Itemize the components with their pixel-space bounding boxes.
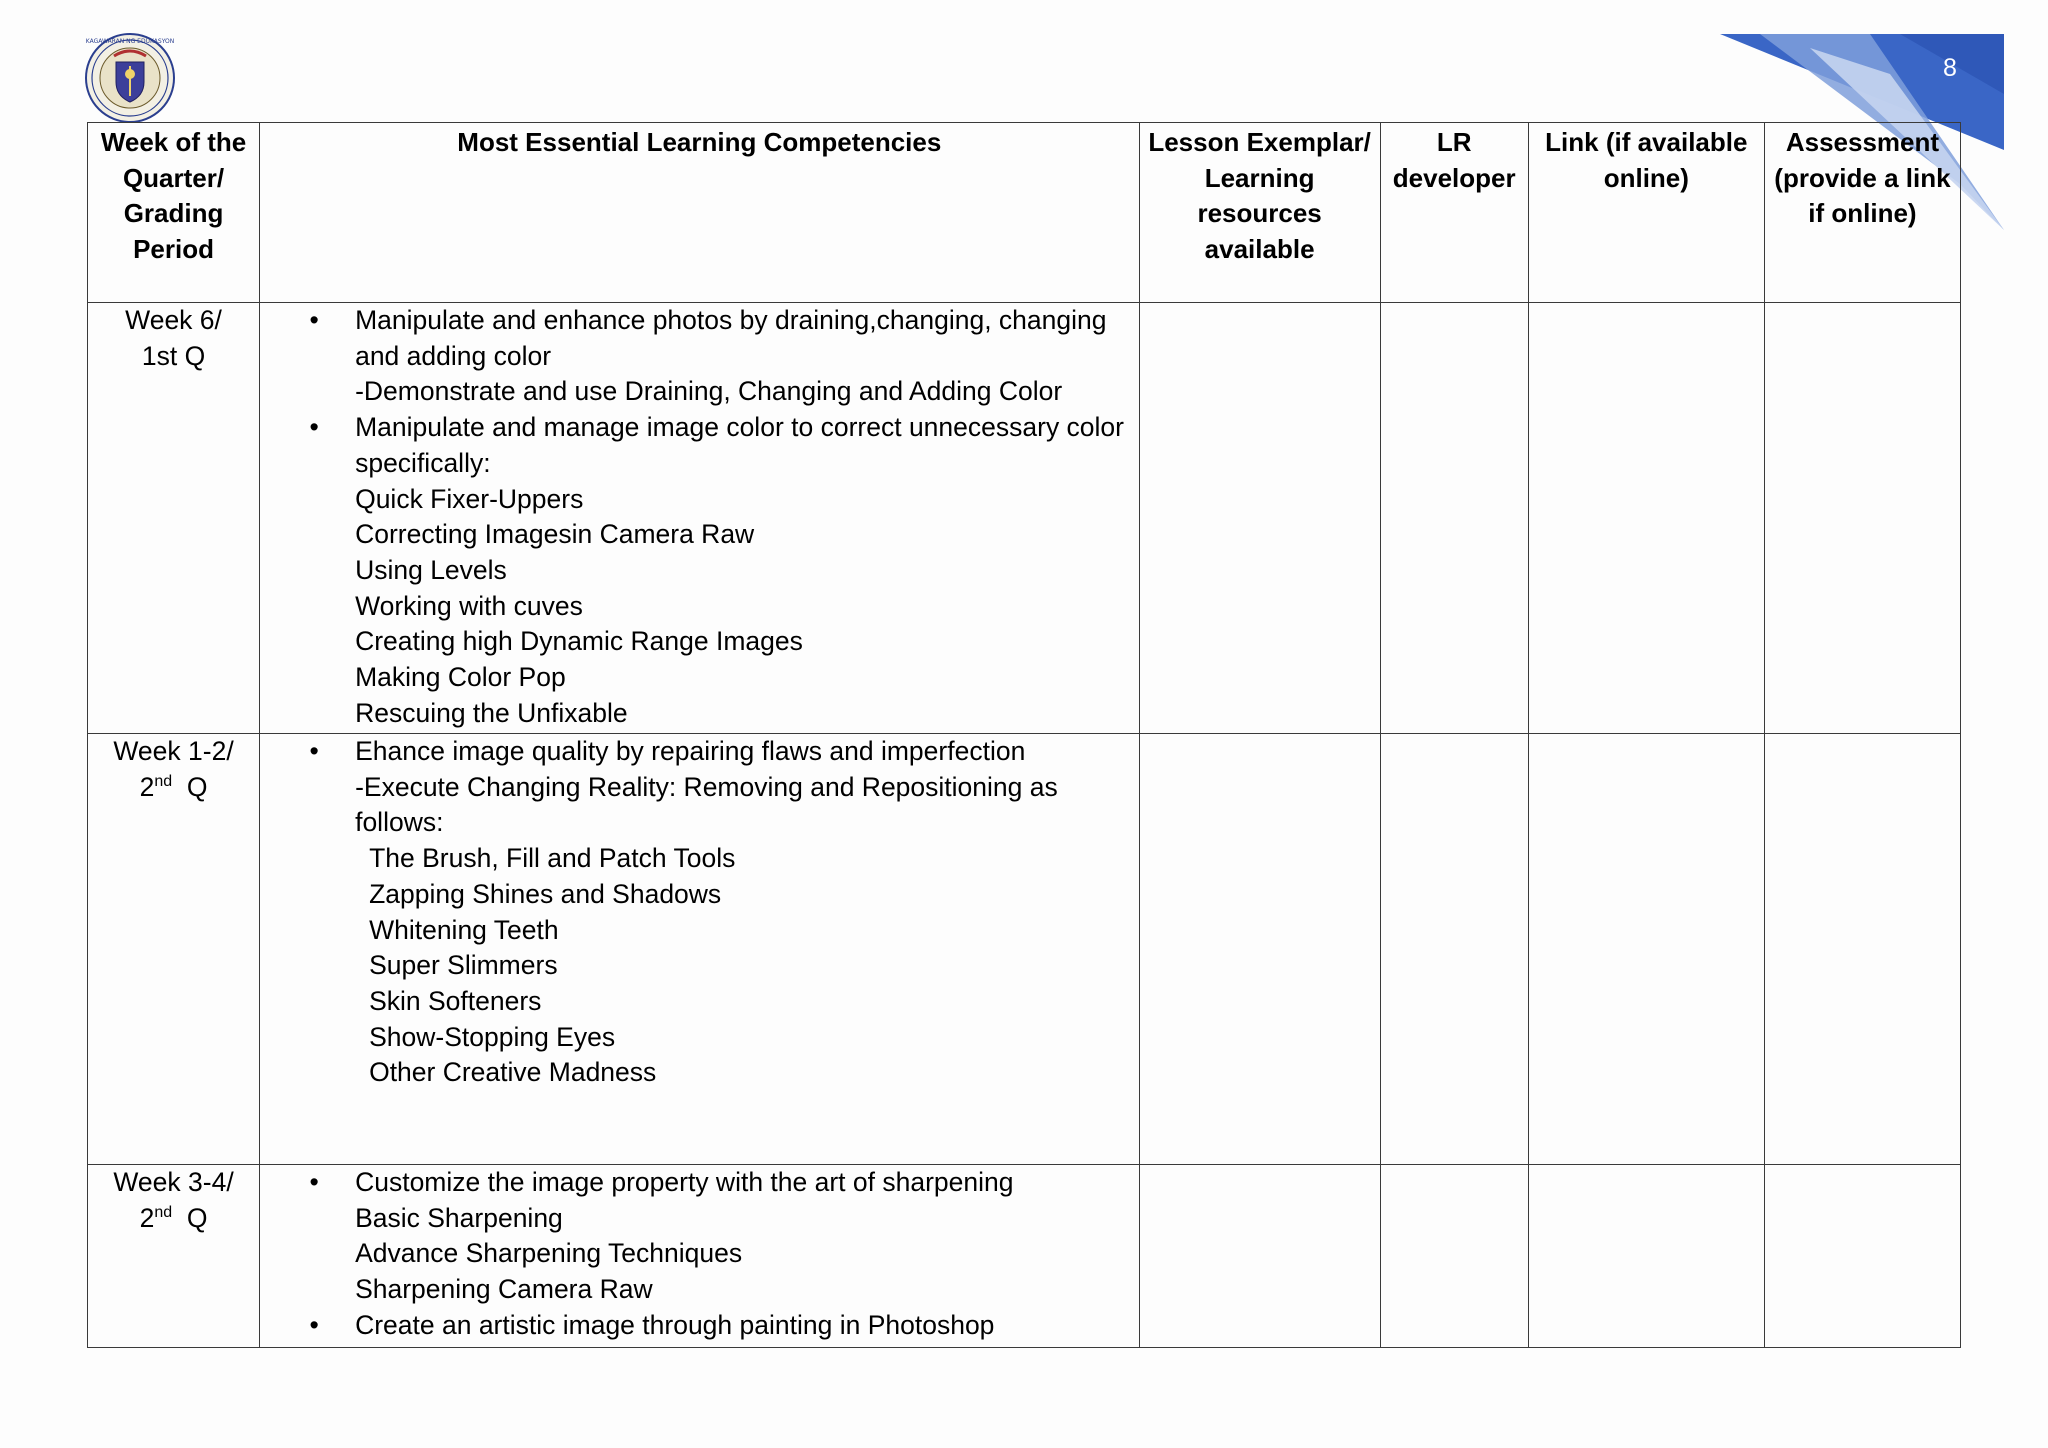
link-cell: [1528, 303, 1764, 734]
bullet-icon: •: [309, 1167, 319, 1197]
header-assessment: Assessment (provide a link if online): [1764, 123, 1960, 303]
table-row: [88, 303, 1961, 734]
list-item: • Customize the image property with the art of sharpening Basic Sharpening Advance Sharpening Techniques Sharpening Camera Raw: [309, 1167, 1014, 1305]
competency-table: [87, 122, 1961, 1348]
lr-developer-cell: [1380, 303, 1528, 734]
list-item: • Ehance image quality by repairing flaws and imperfection -Execute Changing Reality: Removing and Repositioning as follows: The Brush, Fill and Patch Tools Zapping Shines and Shadows Whitening Teeth Super Slimmers Skin Softeners Show-Stopping Eyes Other Creative Madness: [309, 736, 1058, 1088]
week-cell: Week 6/ 1st Q: [88, 303, 260, 734]
lr-developer-cell: [1380, 734, 1528, 1165]
bullet-icon: •: [309, 736, 319, 766]
deped-seal-icon: [84, 32, 176, 124]
link-cell: [1528, 1165, 1764, 1348]
list-item: • Manipulate and enhance photos by draining,changing, changing and adding color -Demonstrate and use Draining, Changing and Adding Color: [309, 305, 1107, 407]
competencies-cell: [260, 303, 1139, 734]
header-week: Week of the Quarter/ Grading Period: [88, 123, 260, 303]
bullet-icon: •: [309, 412, 319, 443]
assessment-cell: [1764, 303, 1960, 734]
assessment-cell: [1764, 1165, 1960, 1348]
exemplar-cell: [1139, 303, 1380, 734]
svg-text:KAGAWARAN NG EDUKASYON: KAGAWARAN NG EDUKASYON: [85, 38, 175, 45]
page-number: 8: [1943, 54, 1957, 82]
bullet-icon: •: [309, 1309, 319, 1340]
competencies-cell: [260, 1165, 1139, 1348]
table-row: [88, 1165, 1961, 1348]
link-cell: [1528, 734, 1764, 1165]
table-header-row: [88, 123, 1961, 303]
header-exemplar: Lesson Exemplar/ Learning resources available: [1139, 123, 1380, 303]
week-cell: Week 1-2/ 2nd Q: [88, 734, 260, 1165]
table-row: [88, 734, 1961, 1165]
header-melc: Most Essential Learning Competencies: [260, 123, 1139, 303]
exemplar-cell: [1139, 734, 1380, 1165]
list-item: • Manipulate and manage image color to correct unnecessary color specifically: Quick Fixer-Uppers Correcting Imagesin Camera Raw Using Levels Working with cuves Creating high Dynamic Range Images Making Color Pop Rescuing the Unfixable: [309, 412, 1124, 728]
header-link: Link (if available online): [1528, 123, 1764, 303]
exemplar-cell: [1139, 1165, 1380, 1348]
assessment-cell: [1764, 734, 1960, 1165]
lr-developer-cell: [1380, 1165, 1528, 1348]
competencies-cell: [260, 734, 1139, 1165]
bullet-icon: •: [309, 305, 319, 335]
week-cell: Week 3-4/ 2nd Q: [88, 1165, 260, 1348]
list-item: • Create an artistic image through painting in Photoshop: [308, 1308, 1138, 1344]
header-lr-developer: LR developer: [1380, 123, 1528, 303]
